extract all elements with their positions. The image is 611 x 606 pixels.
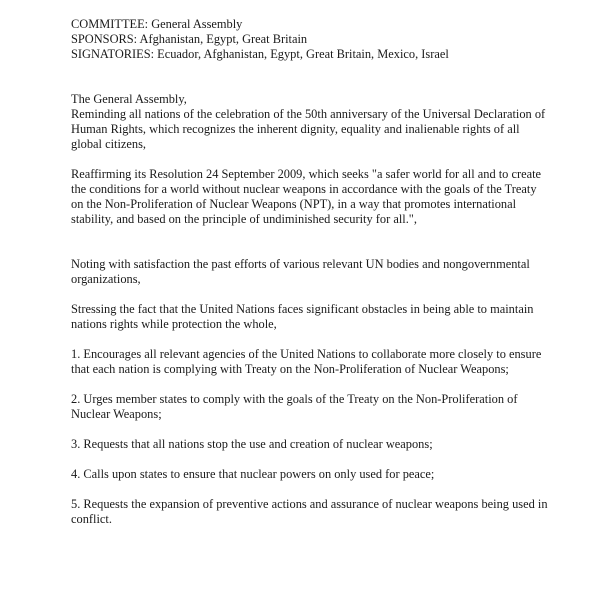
spacer (71, 62, 551, 92)
spacer (71, 377, 551, 392)
operative-clause-5: 5. Requests the expansion of preventive actions and assurance of nuclear weapons being used in conflict. (71, 497, 548, 526)
committee-line: COMMITTEE: General Assembly (71, 17, 243, 31)
spacer (71, 287, 551, 302)
spacer (71, 227, 551, 257)
preamble-clause-stressing: Stressing the fact that the United Nations faces significant obstacles in being able to maintain nations rights while protection the whole, (71, 302, 534, 331)
resolution-document (71, 17, 551, 527)
opening-line: The General Assembly, (71, 92, 187, 106)
spacer (71, 152, 551, 167)
sponsors-line: SPONSORS: Afghanistan, Egypt, Great Britain (71, 32, 308, 46)
operative-clause-2: 2. Urges member states to comply with the goals of the Treaty on the Non-Proliferation of Nuclear Weapons; (71, 392, 518, 421)
signatories-line: SIGNATORIES: Ecuador, Afghanistan, Egypt, Great Britain, Mexico, Israel (71, 47, 449, 61)
spacer (71, 482, 551, 497)
operative-clause-1: 1. Encourages all relevant agencies of the United Nations to collaborate more closely to ensure that each nation is complying with Treaty on the Non-Proliferation of Nuclear Weapons; (71, 347, 542, 376)
spacer (71, 422, 551, 437)
operative-clause-3: 3. Requests that all nations stop the use and creation of nuclear weapons; (71, 437, 433, 451)
preamble-clause-reminding: Reminding all nations of the celebration of the 50th anniversary of the Universal Declaration of Human Rights, which recognizes the inherent dignity, equality and inalienable rights of all global citizens, (71, 107, 546, 151)
preamble-clause-reaffirming: Reaffirming its Resolution 24 September 2009, which seeks "a safer world for all and to create the conditions for a world without nuclear weapons in accordance with the goals of the Treaty on the Non-Proliferation of Nuclear Weapons (NPT), in a way that promotes international stability, and based on the principle of undiminished security for all.", (71, 167, 542, 226)
spacer (71, 452, 551, 467)
operative-clause-4: 4. Calls upon states to ensure that nuclear powers on only used for peace; (71, 467, 435, 481)
preamble-clause-noting: Noting with satisfaction the past efforts of various relevant UN bodies and nongovernmental organizations, (71, 257, 530, 286)
spacer (71, 332, 551, 347)
